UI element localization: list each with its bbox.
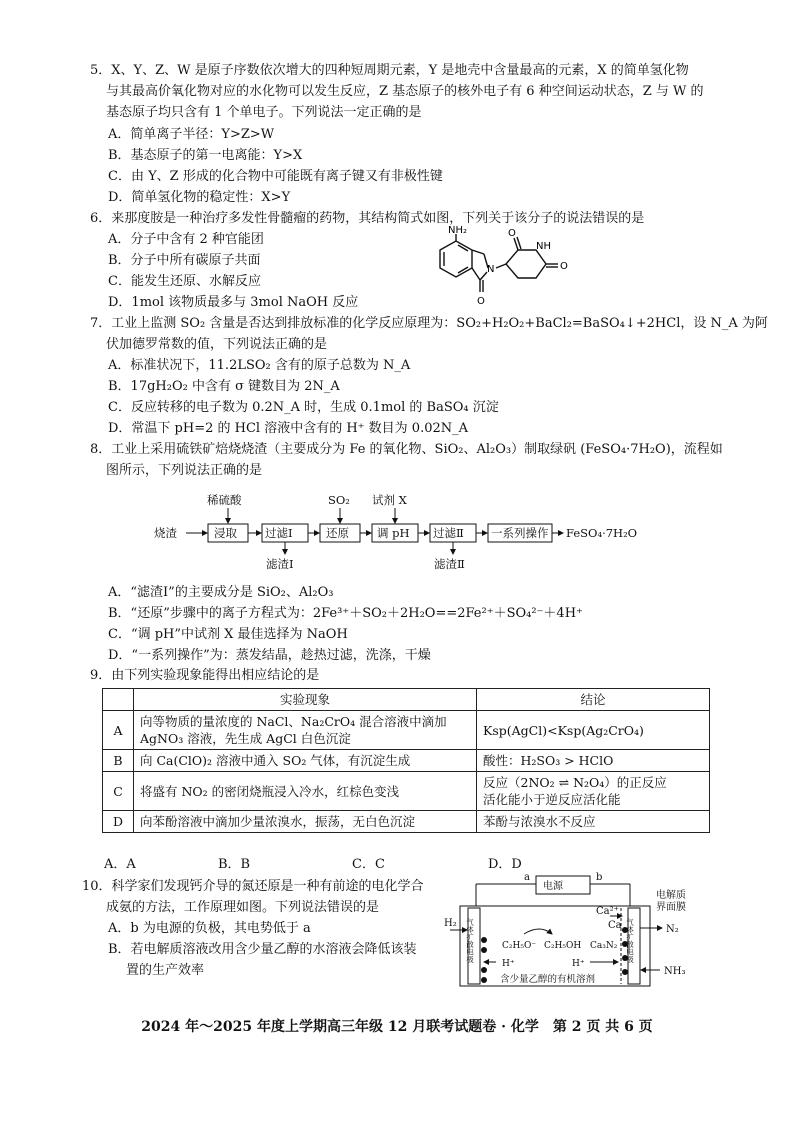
- flow-step-filter2: 过滤Ⅱ: [433, 526, 464, 540]
- q9-choice-b: B．B: [218, 857, 251, 872]
- ethanol-label: C₂H₅OH: [544, 941, 582, 951]
- row-phenomenon: 将盛有 NO₂ 的密闭烧瓶浸入冷水，红棕色变浅: [134, 772, 477, 811]
- row-conclusion: 酸性：H₂SO₃ > HClO: [477, 750, 710, 772]
- flow-start: 烧渣: [154, 526, 177, 540]
- right-electrode-label: 气体扩散电极: [625, 918, 635, 963]
- page-footer: 2024 年～2025 年度上学期高三年级 12 月联考试题卷 · 化学 第 2 页 共 6 页: [141, 1019, 653, 1035]
- table-row: [103, 711, 710, 750]
- ethoxide-label: C₂H₅O⁻: [502, 941, 537, 951]
- table-row: [103, 811, 710, 833]
- q10-option-b-cont: 置的生产效率: [126, 963, 205, 978]
- flow-step-leach: 浸取: [214, 526, 237, 540]
- o-label-right: O: [560, 261, 568, 272]
- n2-label: N₂: [666, 924, 679, 935]
- row-conclusion: Ksp(AgCl)<Ksp(Ag₂CrO₄): [477, 711, 710, 750]
- row-conclusion: 苯酚与浓溴水不反应: [477, 811, 710, 833]
- pole-b-label: b: [596, 872, 603, 883]
- q7-option-c: C．反应转移的电子数为 0.2N_A 时，生成 0.1mol 的 BaSO₄ 沉淀: [108, 400, 499, 415]
- q9-stem: 9．由下列实验现象能得出相应结论的是: [90, 668, 320, 683]
- table-row: [103, 772, 710, 811]
- q7-option-a: A．标准状况下，11.2LSO₂ 含有的原子总数为 N_A: [108, 358, 411, 373]
- proton-right-label: H⁺: [572, 959, 585, 969]
- q9-table: [102, 688, 710, 833]
- q9-choice-c: C．C: [352, 857, 385, 872]
- h2-label: H₂: [444, 918, 457, 929]
- q5-option-d: D．简单氢化物的稳定性：X>Y: [108, 190, 291, 205]
- q8-stem-line-2: 图所示，下列说法正确的是: [106, 463, 263, 478]
- calcium-label: Ca: [608, 920, 622, 931]
- nh3-label: NH₃: [664, 966, 686, 977]
- q8-option-d: D．“一系列操作”为：蒸发结晶，趁热过滤，洗涤，干燥: [108, 648, 431, 663]
- flow-input-reagent-x: 试剂 X: [372, 493, 407, 507]
- row-key: B: [103, 750, 134, 772]
- lenalidomide-structure: [410, 222, 580, 312]
- solvent-label: 含少量乙醇的有机溶剂: [500, 974, 596, 985]
- o-label-bottom: O: [477, 296, 485, 307]
- q5-stem-line-2: 与其最高价氧化物对应的水化物可以发生反应，Z 基态原子的核外电子有 6 种空间运动状态，Z 与 W 的: [106, 84, 704, 99]
- flow-input-so2: SO₂: [328, 493, 350, 507]
- q10-option-a: A．b 为电源的负极，其电势低于 a: [108, 921, 311, 936]
- q6-option-b: B．分子中所有碳原子共面: [108, 253, 261, 268]
- flow-residue1: 滤渣Ⅰ: [266, 557, 294, 571]
- q6-option-a: A．分子中含有 2 种官能团: [108, 232, 264, 247]
- q5-option-b: B．基态原子的第一电离能：Y>X: [108, 148, 303, 163]
- n-label: N: [487, 264, 495, 275]
- row-key: C: [103, 772, 134, 811]
- table-header-row: [103, 689, 710, 711]
- nh2-label: NH₂: [448, 225, 468, 236]
- table-row: [103, 750, 710, 772]
- table-header-key: [103, 689, 134, 711]
- table-header-phenomenon: 实验现象: [134, 689, 477, 711]
- pole-a-label: a: [524, 872, 530, 883]
- flow-residue2: 滤渣Ⅱ: [434, 557, 465, 571]
- q10-stem-line-1: 10．科学家们发现钙介导的氮还原是一种有前途的电化学合: [82, 879, 424, 894]
- q7-option-d: D．常温下 pH=2 的 HCl 溶液中含有的 H⁺ 数目为 0.02N_A: [108, 421, 469, 436]
- q7-stem-line-1: 7．工业上监测 SO₂ 含量是否达到排放标准的化学反应原理为：SO₂+H₂O₂+BaCl₂=BaSO₄↓+2HCl，设 N_A 为阿: [90, 316, 768, 331]
- o-label-top: O: [508, 228, 516, 239]
- flow-step-filter1: 过滤Ⅰ: [265, 526, 293, 540]
- q6-option-d: D．1mol 该物质最多与 3mol NaOH 反应: [108, 295, 359, 310]
- flow-end: FeSO₄·7H₂O: [566, 526, 638, 540]
- flow-step-reduce: 还原: [326, 526, 349, 540]
- q6-option-c: C．能发生还原、水解反应: [108, 274, 261, 289]
- power-label: 电源: [543, 881, 563, 892]
- flow-step-adjust-ph: 调 pH: [377, 526, 410, 540]
- table-header-conclusion: 结论: [477, 689, 710, 711]
- q10-electrolysis-diagram: [440, 870, 710, 995]
- q5-option-a: A．简单离子半径：Y>Z>W: [108, 127, 275, 142]
- q7-stem-line-2: 伏加德罗常数的值，下列说法正确的是: [106, 337, 328, 352]
- q5-stem-line-1: 5．X、Y、Z、W 是原子序数依次增大的四种短周期元素，Y 是地壳中含量最高的元素，X 的简单氢化物: [90, 63, 689, 78]
- q9-choice-a: A．A: [104, 857, 136, 872]
- left-electrode-label: 气体扩散电极: [465, 918, 475, 963]
- q5-option-c: C．由 Y、Z 形成的化合物中可能既有离子键又有非极性键: [108, 169, 443, 184]
- q6-stem: 6．来那度胺是一种治疗多发性骨髓瘤的药物，其结构简式如图，下列关于该分子的说法错误的是: [90, 211, 645, 226]
- ca3n2-label: Ca₃N₂: [590, 941, 618, 951]
- row-phenomenon: 向 Ca(ClO)₂ 溶液中通入 SO₂ 气体，有沉淀生成: [134, 750, 477, 772]
- q7-option-b: B．17gH₂O₂ 中含有 σ 键数目为 2N_A: [108, 379, 340, 394]
- q5-stem-line-3: 基态原子均只含有 1 个单电子。下列说法一定正确的是: [106, 105, 422, 120]
- q8-flowchart: [150, 488, 670, 576]
- q9-choice-d: D．D: [488, 857, 522, 872]
- row-phenomenon: 向苯酚溶液中滴加少量浓溴水，振荡，无白色沉淀: [134, 811, 477, 833]
- membrane-label-1: 电解质: [656, 890, 686, 901]
- proton-left-label: H⁺: [502, 959, 515, 969]
- membrane-label-2: 界面膜: [656, 902, 686, 913]
- q10-stem-line-2: 成氨的方法，工作原理如图。下列说法错误的是: [106, 900, 380, 915]
- calcium-ion-label: Ca²⁺: [596, 906, 619, 917]
- row-conclusion: 反应（2NO₂ ⇌ N₂O₄）的正反应 活化能小于逆反应活化能: [477, 772, 710, 811]
- row-key: A: [103, 711, 134, 750]
- flow-step-operations: 一系列操作: [491, 526, 549, 540]
- flow-input-acid: 稀硫酸: [207, 493, 242, 507]
- q8-option-a: A．“滤渣Ⅰ”的主要成分是 SiO₂、Al₂O₃: [108, 585, 334, 600]
- q8-stem-line-1: 8．工业上采用硫铁矿焙烧烧渣（主要成分为 Fe 的氧化物、SiO₂、Al₂O₃）制取绿矾 (FeSO₄·7H₂O)，流程如: [90, 442, 723, 457]
- q10-option-b: B．若电解质溶液改用含少量乙醇的水溶液会降低该装: [108, 942, 417, 957]
- q8-option-b: B．“还原”步骤中的离子方程式为：2Fe³⁺＋SO₂＋2H₂O==2Fe²⁺＋SO₄²⁻＋4H⁺: [108, 606, 583, 621]
- nh-label: NH: [536, 241, 551, 252]
- q8-option-c: C．“调 pH”中试剂 X 最佳选择为 NaOH: [108, 627, 348, 642]
- row-key: D: [103, 811, 134, 833]
- row-phenomenon: 向等物质的量浓度的 NaCl、Na₂CrO₄ 混合溶液中滴加 AgNO₃ 溶液，先生成 AgCl 白色沉淀: [134, 711, 477, 750]
